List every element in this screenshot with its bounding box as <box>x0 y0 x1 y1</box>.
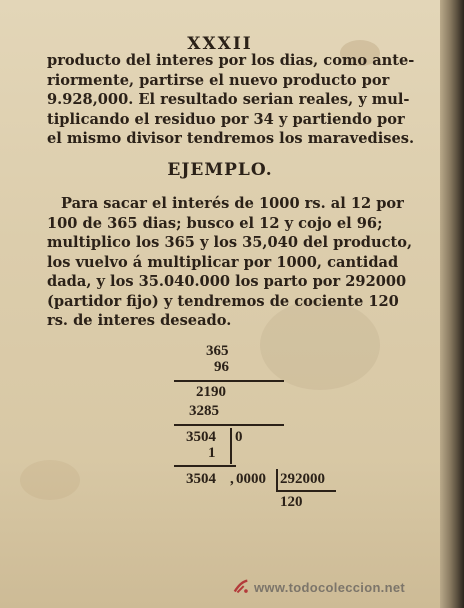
product-right: 0 <box>235 429 243 445</box>
division-bar <box>276 469 278 491</box>
multiplier-one: 1 <box>208 445 216 461</box>
text-line: 9.928,000. El resultado serian reales, y mul- <box>47 91 410 108</box>
product-left: 3504 <box>186 429 216 445</box>
text-line: los vuelvo á multiplicar por 1000, cantidad <box>47 253 399 271</box>
dividend-left: 3504 <box>186 471 216 487</box>
text-line: multiplico los 365 y los 35,040 del producto, <box>47 234 413 251</box>
partial-product: 3285 <box>189 403 219 419</box>
text-line: rs. de interes deseado. <box>47 312 232 329</box>
text-line: dada, y los 35.040.000 los parto por 292000 <box>47 273 407 290</box>
multiplier: 96 <box>214 359 229 375</box>
divisor: 292000 <box>280 471 325 487</box>
dividend-right: 0000 <box>236 471 266 487</box>
page-edge-shadow <box>440 0 464 608</box>
text-line: Para sacar el interés de 1000 rs. al 12 por <box>61 195 404 212</box>
text-line: el mismo divisor tendremos los maravedises. <box>47 130 415 147</box>
rule <box>174 424 284 426</box>
text-line: riormente, partirse el nuevo producto por <box>47 71 390 89</box>
todocoleccion-logo-icon <box>232 578 250 596</box>
partial-product: 2190 <box>196 384 226 400</box>
text-line: producto del interes por los dias, como ante- <box>47 52 415 69</box>
column-separator <box>230 428 232 464</box>
text-line: 100 de 365 dias; busco el 12 y cojo el 96; <box>47 214 383 232</box>
text-line: (partidor fijo) y tendremos de cociente 120 <box>47 292 399 310</box>
text-line: tiplicando el residuo por 34 y partiendo por <box>47 110 405 128</box>
page-header: XXXII <box>187 34 253 54</box>
watermark <box>232 577 405 597</box>
multiplicand: 365 <box>206 343 229 359</box>
quotient: 120 <box>280 494 303 510</box>
rule <box>174 465 236 467</box>
rule <box>174 380 284 382</box>
watermark-text: www.todocoleccion.net <box>254 579 405 595</box>
dividend-separator: , <box>230 471 234 487</box>
example-heading: EJEMPLO. <box>167 160 273 180</box>
rule <box>276 490 336 492</box>
